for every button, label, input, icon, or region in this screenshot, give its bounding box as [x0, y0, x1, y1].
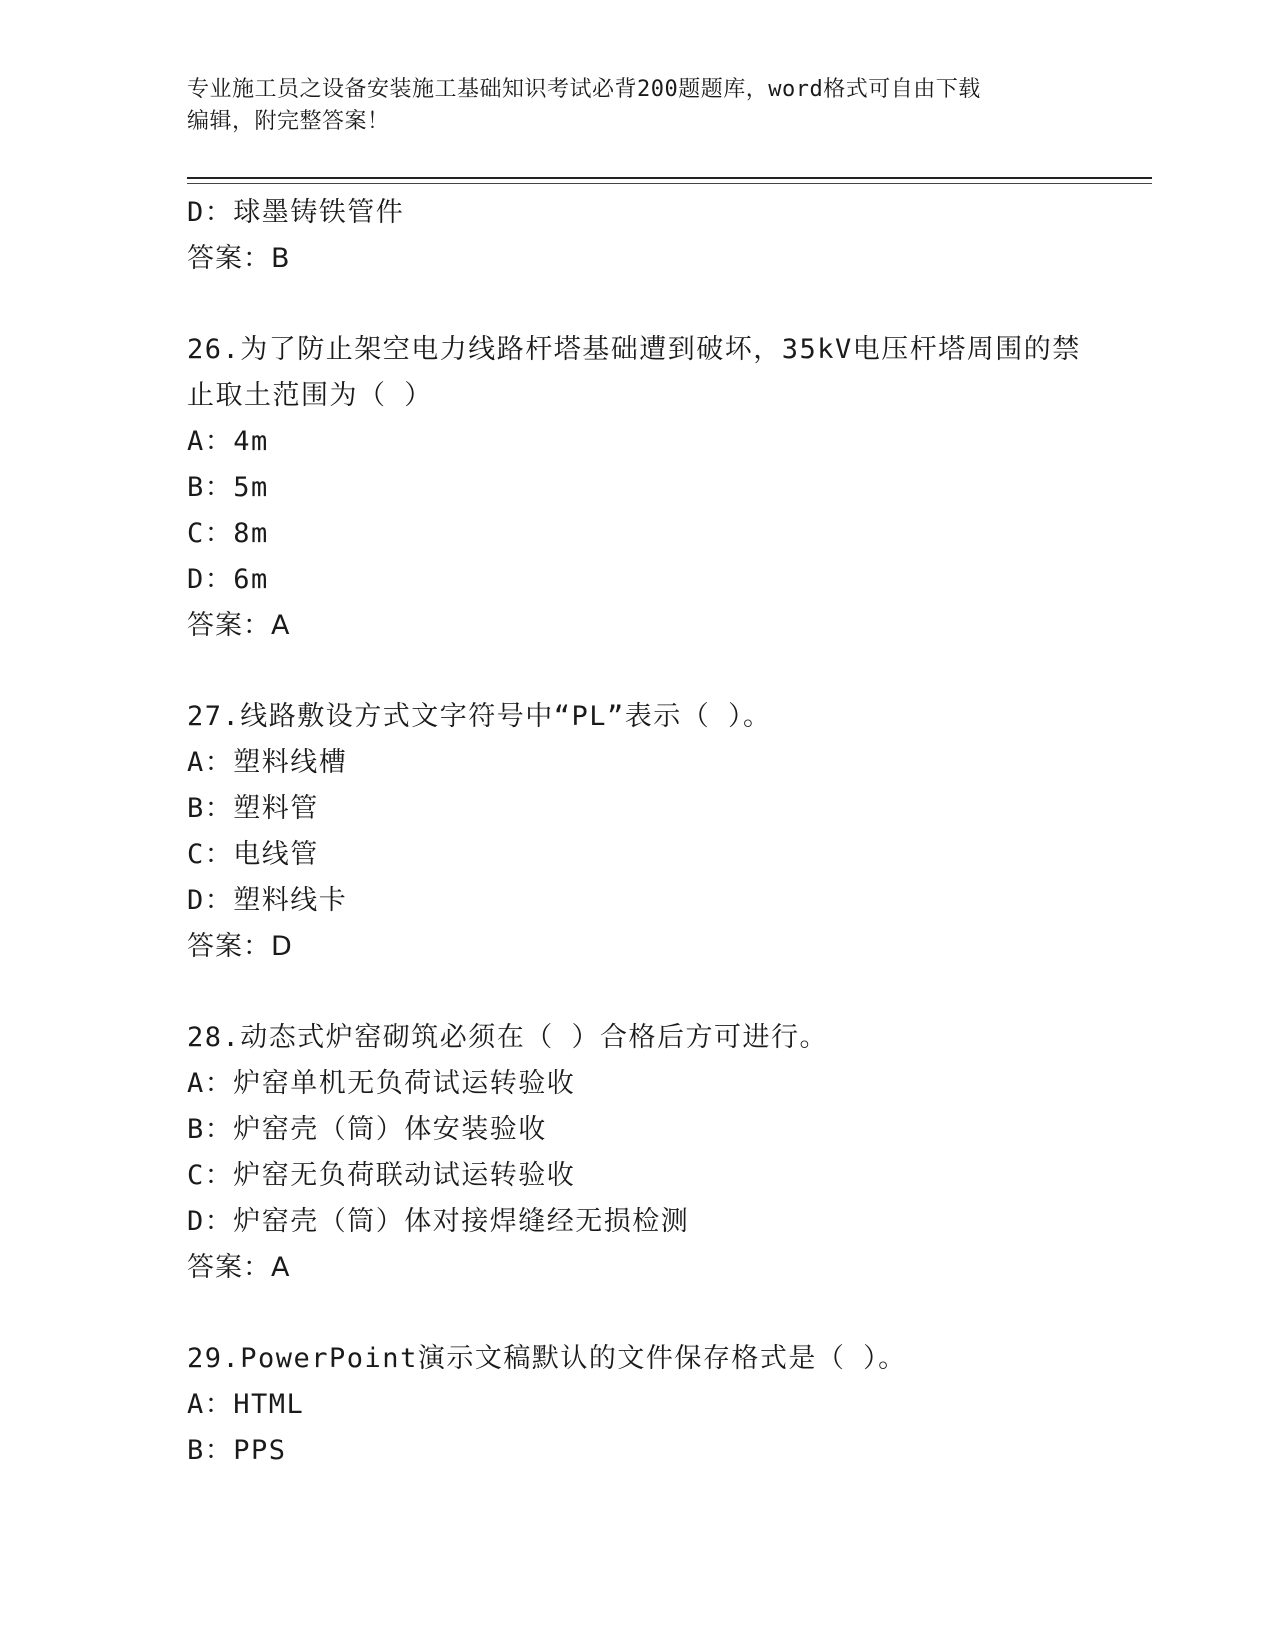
option-a: A：HTML: [187, 1389, 305, 1420]
option-c: C：炉窑无负荷联动试运转验收: [187, 1160, 576, 1191]
option-c: C：电线管: [187, 839, 319, 870]
question-text-line-1: 26.为了防止架空电力线路杆塔基础遭到破坏，35kV电压杆塔周围的禁: [187, 334, 1081, 365]
question-block-26: [187, 327, 1087, 649]
answer-line: 答案：B: [187, 243, 291, 274]
answer-line: 答案：D: [187, 931, 293, 962]
option-b: B：炉窑壳（筒）体安装验收: [187, 1114, 547, 1145]
header-divider-thick: [187, 177, 1152, 179]
header-divider-thin: [187, 183, 1152, 184]
answer-line: 答案：A: [187, 610, 291, 641]
question-block-25-tail: [187, 190, 1087, 282]
option-b: B：PPS: [187, 1435, 287, 1466]
question-text: 28.动态式炉窑砌筑必须在（ ）合格后方可进行。: [187, 1022, 829, 1053]
question-block-29: [187, 1336, 1087, 1474]
option-d: D：塑料线卡: [187, 885, 348, 916]
question-block-28: [187, 1015, 1087, 1291]
option-b: B：塑料管: [187, 793, 319, 824]
option-a: A：炉窑单机无负荷试运转验收: [187, 1068, 576, 1099]
answer-line: 答案：A: [187, 1252, 291, 1283]
header-title-line-1: 专业施工员之设备安装施工基础知识考试必背200题题库，word格式可自由下载: [187, 77, 981, 102]
question-text: [187, 327, 1087, 419]
option-a: A：4m: [187, 426, 269, 457]
document-header: [187, 74, 1087, 138]
option-b: B：5m: [187, 472, 269, 503]
question-text: 27.线路敷设方式文字符号中“PL”表示（ ）。: [187, 701, 772, 732]
option-d: D：炉窑壳（筒）体对接焊缝经无损检测: [187, 1206, 690, 1237]
question-block-27: [187, 694, 1087, 970]
option-d: D：6m: [187, 564, 269, 595]
question-list: [187, 190, 1087, 1474]
option-d: D：球墨铸铁管件: [187, 197, 405, 228]
header-title-line-2: 编辑，附完整答案！: [187, 109, 390, 134]
question-text-line-2: 止取土范围为（ ）: [187, 380, 433, 411]
option-a: A：塑料线槽: [187, 747, 348, 778]
option-c: C：8m: [187, 518, 269, 549]
question-text: 29.PowerPoint演示文稿默认的文件保存格式是（ ）。: [187, 1343, 907, 1374]
